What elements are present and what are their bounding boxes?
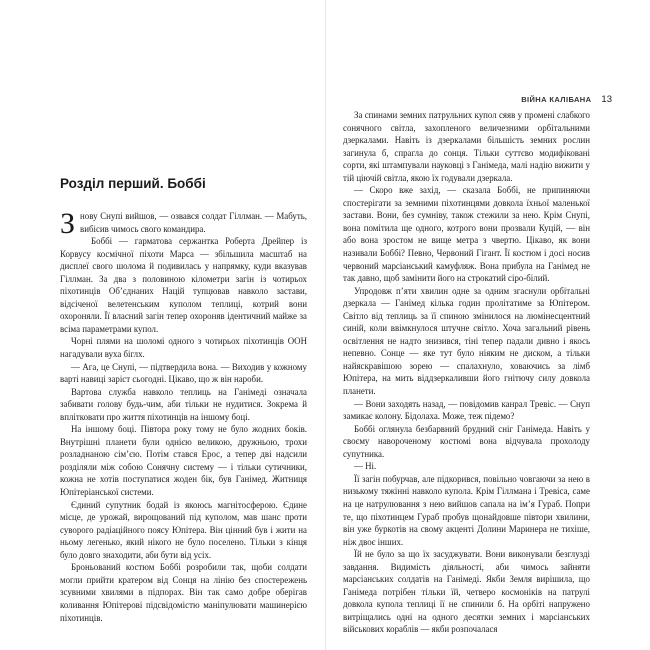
running-header xyxy=(521,94,612,105)
page-gutter xyxy=(325,0,326,650)
paragraph: Їй не було за що їх засуджувати. Вони виконували безглузді завдання. Видимість діяльності, аби чимось зайняти марсіанських солдатів на Ганімеді. Якби Земля вирішила, що Ганімеда потрібен тільки їй, четверо космоніків на патрулі довкола купола теплиці її не спинили б. На орбіті напружено витріщались одні на одного десятки земних і марсіанських військових кораблів — якби розпочалася xyxy=(343,549,590,635)
running-title: ВІЙНА КАЛІБАНА xyxy=(521,95,592,104)
paragraph: Її загін побурчав, але підкорився, повільно човгаючи за нею в низькому тяжінні навколо купола. Крім Гіллмана і Тревіса, саме на це натрулювання з нею вийшов сапала на ім’я Гураб. Попри те, що піхотинцем Гураб пробув щонайдовше півтори хвилини, він уже буркотів на свому акценті Долини Маринера не тихіше, ніж двоє інших. xyxy=(343,473,590,547)
paragraph: — Вони заходять назад, — повідомив канрал Тревіс. — Снуп замикає колону. Бідолаха. Може, теж підемо? xyxy=(343,398,590,422)
page-number: 13 xyxy=(601,94,612,105)
paragraph: Боббі оглянула безбарвний брудний сніг Ганімеда. Навіть у своєму навороченому костюмі вона відчувала прохолоду супутника. xyxy=(343,423,590,459)
paragraph: Броньований костюм Боббі розробили так, щоби солдати могли прийти кратером від Сонця на лінію без спостережень зсувними хвилями в підпорах. Він так само добре оберігав коливання Юпітерові підсвідомістю маніпулювати машинерією піхотинців. xyxy=(60,562,307,623)
drop-cap: З xyxy=(60,207,76,240)
paragraph: Єдиний супутник бодай із якоюсь магнітосферою. Єдине місце, де урожай, вирощований під куполом, мав шанс проти суворого радіаційного поясу Юпітера. Він цінний був і жити на ньому легенько, який нікого не було поселено. Тільки з кінця було довго знаходити, аби бути від усіх. xyxy=(60,499,307,560)
right-text-column xyxy=(343,109,590,636)
paragraph: Упродовж п’яти хвилин одне за одним згаснули орбітальні дзеркала — Ганімед кілька годин пролітатиме за Юпітером. Світло від теплиць за її спиною змінилося на люмінесцентний синій, коли ввімкнулося штучне світло. Хоча загальний рівень освітлення не надто знизився, тіні тепер падали дивно і якось непевно. Сонце — яке тут було ніяким не диском, а тільки найяскравішою зорею — спалахнуло, ховаючись за лімб Юпітера, на мить віддзеркаливши його гнітючу силу довкола планети. xyxy=(343,285,590,397)
paragraph: — Ага, це Снупі, — підтвердила вона. — Виходив у кожному варті навиці заріст сьогодні. Цікаво, що ж він нароби. xyxy=(60,361,307,385)
paragraph: Вартова служба навколо теплиць на Ганімеді означала забивати голову будь-чим, аби тільки не нудитися. Зокрема й вплітковати про життя піхотинців на іншому боці. xyxy=(60,386,307,422)
paragraph xyxy=(60,207,307,240)
paragraph-text: нову Снупі вийшов, — озвався солдат Гіллман. — Мабуть, вибісив чимось свого командира. xyxy=(80,211,307,234)
paragraph: Чорні плями на шоломі одного з чотирьох піхотинців ООН нагадували вуха біглх. xyxy=(60,336,307,360)
paragraph: За спинами земних патрульних купол сяяв у промені слабкого сонячного світла, захопленого величезними орбітальними дзеркалами. Навіть із дзеркалами більшість земних рослин загинула б, спрагла до сонця. Тільки суттєво модифіковані сорти, які штампували науковці з Ганімеда, малі надію вижити у тій ціючій світла, якою їх годували дзеркала. xyxy=(343,110,590,183)
left-text-column xyxy=(60,207,307,624)
paragraph: Боббі — гарматова сержантка Роберта Дрейпер із Корвусу космічної піхоти Марса — збільшила масштаб на дисплеї свого шолома й подивилась у напрямку, куди вказував Гіллман. За два з половиною кілометри загін із чотирьох піхотинців Об’єднаних Націй тупцював навколо застави, відсіченої велетенським куполом теплиці, котрий вони охороняли. Її власний загін тепер охороняв ідентичний майже за всіма параметрами купол. xyxy=(60,236,307,334)
paragraph: — Ні. xyxy=(354,461,377,472)
chapter-title: Розділ перший. Боббі xyxy=(60,176,206,191)
paragraph: На іншому боці. Півтора року тому не було жодних боків. Внутрішні планети були однією великою, дружньою, трохи розладнаною сім’єю. Потім стався Ерос, а тепер дві надсили розділяли між собою Сонячну систему — і тільки сутичники, кожна не хотів поступатися жоден бік, був Ганімед. Житниця Юпітеріанської системи. xyxy=(60,424,307,498)
paragraph: — Скоро вже захід, — сказала Боббі, не припиняючи спостерігати за земними піхотинцями довкола їхньої маленької застави. Вони, без сумніву, також стежили за нею. Крім Снупі, вона помітила ще одного, котрого вони прозвали Куцій, — він або вона зростом не вище метра з чвертю. Цікаво, як вони називали Боббі? Певно, Червоний Гігант. Її костюм і досі носив червоний марсіанський камуфляж. Вона прибула на Ганімед не так давно, щоб замінити його на строкатий сіро-білий. xyxy=(343,185,590,284)
